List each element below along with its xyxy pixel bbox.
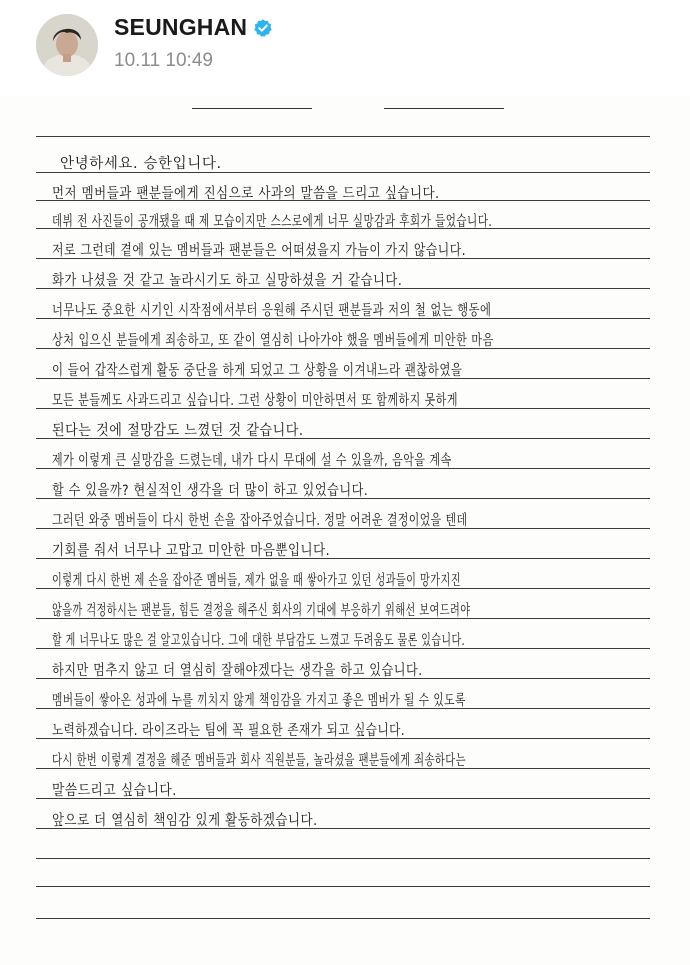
letter-line: 말씀드리고 싶습니다. [52, 783, 177, 799]
handwritten-letter-photo [0, 96, 690, 965]
letter-line: 너무나도 중요한 시기인 시작점에서부터 응원해 주시던 팬분들과 저의 철 없는 행동에 [52, 303, 492, 319]
letter-line: 기회를 줘서 너무나 고맙고 미안한 마음뿐입니다. [52, 543, 331, 559]
letter-top-rule-left [192, 108, 312, 109]
ruled-line [36, 918, 650, 919]
post-header [0, 0, 690, 100]
letter-line: 할 게 너무나도 많은 걸 알고있습니다. 그에 대한 부담감도 느꼈고 두려움도 물론 있습니다. [52, 633, 466, 649]
letter-line: 먼저 멤버들과 팬분들에게 진심으로 사과의 말씀을 드리고 싶습니다. [52, 186, 440, 202]
letter-line: 앞으로 더 열심히 책임감 있게 활동하겠습니다. [52, 813, 318, 829]
verified-badge-icon [253, 18, 273, 38]
username[interactable]: SEUNGHAN [114, 14, 248, 40]
profile-avatar[interactable] [36, 14, 98, 76]
post-timestamp: 10.11 10:49 [114, 50, 213, 71]
letter-line: 멤버들이 쌓아온 성과에 누를 끼치지 않게 책임감을 가지고 좋은 멤버가 될 수 있도록 [52, 693, 466, 709]
letter-line: 된다는 것에 절망감도 느꼈던 것 같습니다. [52, 423, 304, 439]
ruled-line [36, 886, 650, 887]
letter-line: 제가 이렇게 큰 실망감을 드렸는데, 내가 다시 무대에 설 수 있을까, 음악을 계속 [52, 453, 452, 469]
letter-line: 화가 나셨을 것 같고 놀라시기도 하고 실망하셨을 거 같습니다. [52, 273, 403, 289]
letter-line: 않을까 걱정하시는 팬분들, 힘든 결정을 해주신 회사의 기대에 부응하기 위해선 보여드려야 [52, 603, 471, 619]
letter-line: 그러던 와중 멤버들이 다시 한번 손을 잡아주었습니다. 정말 어려운 결정이었을 텐데 [52, 513, 468, 529]
letter-line: 모든 분들께도 사과드리고 싶습니다. 그런 상황이 미안하면서 또 함께하지 못하게 [52, 393, 458, 409]
letter-top-rule-right [384, 108, 504, 109]
letter-line: 하지만 멈추지 않고 더 열심히 잘해야겠다는 생각을 하고 있습니다. [52, 663, 423, 679]
letter-line: 데뷔 전 사진들이 공개됐을 때 제 모습이지만 스스로에게 너무 실망감과 후회가 들었습니다. [52, 214, 493, 230]
letter-line: 할 수 있을까? 현실적인 생각을 더 많이 하고 있었습니다. [52, 483, 369, 499]
letter-line: 상처 입으신 분들에게 죄송하고, 또 같이 열심히 나아가야 했을 멤버들에게 미안한 마음 [52, 333, 494, 349]
username-row [114, 14, 273, 41]
letter-line: 다시 한번 이렇게 결정을 해준 멤버들과 회사 직원분들, 놀라셨을 팬분들에게 죄송하다는 [52, 753, 467, 769]
ruled-line [36, 858, 650, 859]
letter-line: 이렇게 다시 한번 제 손을 잡아준 멤버들, 제가 없을 때 쌓아가고 있던 성과들이 망가지진 [52, 573, 461, 589]
letter-line: 저로 그런데 곁에 있는 멤버들과 팬분들은 어떠셨을지 가늠이 가지 않습니다. [52, 243, 467, 259]
letter-line: 이 들어 갑작스럽게 활동 중단을 하게 되었고 그 상황을 이겨내느라 괜찮하였을 [52, 363, 463, 379]
letter-line: 노력하겠습니다. 라이즈라는 팀에 꼭 필요한 존재가 되고 싶습니다. [52, 723, 406, 739]
letter-line: 안녕하세요. 승한입니다. [60, 156, 222, 172]
person-avatar-icon [36, 14, 98, 76]
ruled-line [36, 136, 650, 137]
